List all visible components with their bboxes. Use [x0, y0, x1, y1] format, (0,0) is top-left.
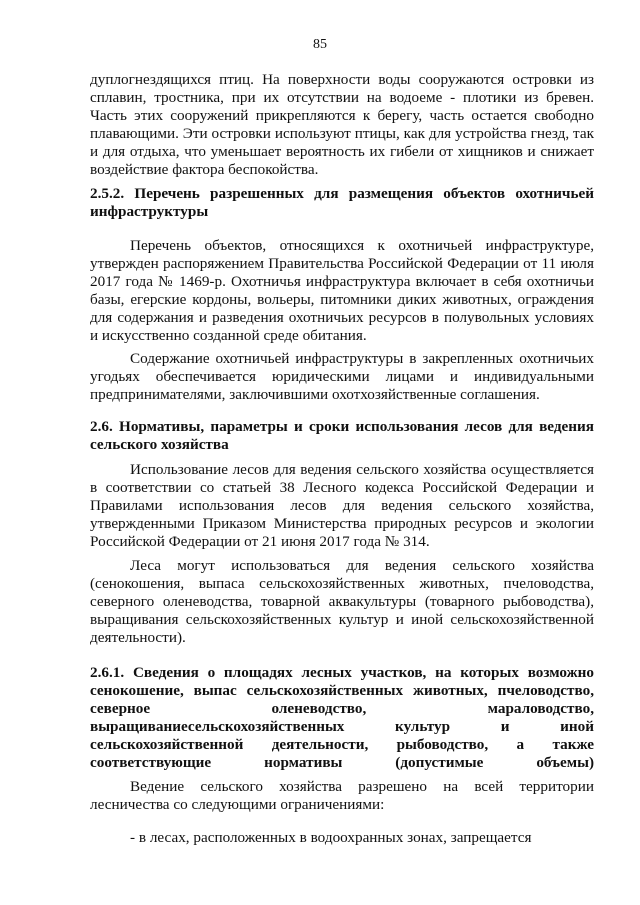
- page-number: 85: [313, 37, 327, 52]
- paragraph-birds-islands: дуплогнездящихся птиц. На поверхности воды сооружаются островки из сплавин, тростника, при их отсутствии на водоеме - плотики из бревен. Часть этих сооружений прикрепляются к берегу, часть остается свободно плавающими. Эти островки используют птицы, как для устройства гнезд, так и для отдыха, что уменьшает вероятность их гибели от хищников и снижает воздействие фактора беспокойства.: [90, 71, 594, 179]
- paragraph-agriculture-restrictions: Ведение сельского хозяйства разрешено на всей территории лесничества со следующими ограничениями:: [90, 778, 594, 814]
- paragraph-forest-agriculture-types: Леса могут использоваться для ведения сельского хозяйства (сенокошения, выпаса сельскохозяйственных животных, пчеловодства, северного оленеводства, товарной аквакультуры (товарного рыбоводства), выращивания сельскохозяйственных культур и иной сельскохозяйственной деятельности).: [90, 557, 594, 647]
- paragraph-forest-use-agriculture: Использование лесов для ведения сельского хозяйства осуществляется в соответствии со статьей 38 Лесного кодекса Российской Федерации и Правилами использования лесов для ведения сельского хозяйства, утвержденными Приказом Министерства природных ресурсов и экологии Российской Федерации от 21 июня 2017 года № 314.: [90, 461, 594, 551]
- paragraph-infrastructure-list: Перечень объектов, относящихся к охотничьей инфраструктуре, утвержден распоряжением Правительства Российской Федерации от 11 июля 2017 года № 1469-р. Охотничья инфраструктура включает в себя охотничьи базы, егерские кордоны, вольеры, питомники диких животных, ограждения для содержания и разведения охотничьих ресурсов в полувольных условиях и искусственно созданной среде обитания.: [90, 237, 594, 345]
- heading-2-6-1: 2.6.1. Сведения о площадях лесных участков, на которых возможно сенокошение, выпас сельскохозяйственных животных, пчеловодство, северное оленеводство, мараловодство, выращиваниесельскохозяйственных культур и иной сельскохозяйственной деятельности, рыбоводство, а также соответствующие нормативы (допустимые объемы): [90, 664, 594, 772]
- list-item-water-protection: - в лесах, расположенных в водоохранных зонах, запрещается: [130, 829, 532, 846]
- heading-2-5-2: 2.5.2. Перечень разрешенных для размещения объектов охотничьей инфраструктуры: [90, 185, 594, 221]
- heading-2-6: 2.6. Нормативы, параметры и сроки использования лесов для ведения сельского хозяйства: [90, 418, 594, 454]
- paragraph-infrastructure-maintenance: Содержание охотничьей инфраструктуры в закрепленных охотничьих угодьях обеспечивается юридическими лицами и индивидуальными предпринимателями, заключившими охотхозяйственные соглашения.: [90, 350, 594, 404]
